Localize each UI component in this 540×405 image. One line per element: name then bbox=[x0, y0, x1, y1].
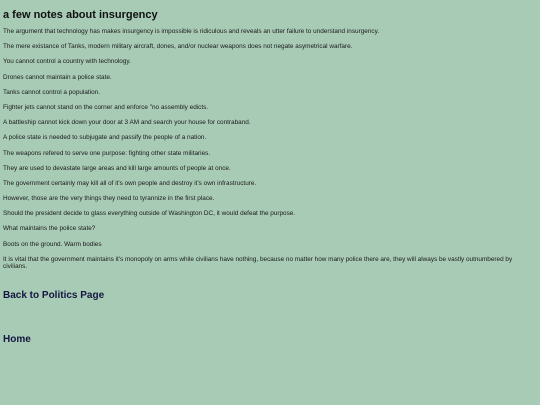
paragraph-7: A battleship cannot kick down your door at 3 AM and search your house for contraband. bbox=[3, 119, 251, 127]
paragraph-3: You cannot control a country with technology. bbox=[3, 58, 131, 66]
back-to-politics-link[interactable]: Back to Politics Page bbox=[3, 289, 105, 301]
paragraph-4: Drones cannot maintain a police state. bbox=[3, 73, 112, 81]
notes-body bbox=[3, 28, 537, 271]
paragraph-16: It is vital that the government maintains it's monopoly on arms while civilians have nothing, because no matter how many police there are, they will always be vastly outnumbered by civilians. bbox=[3, 255, 513, 271]
home-link[interactable]: Home bbox=[3, 333, 31, 345]
paragraph-9: The weapons refered to serve one purpose: fighting other state militaries. bbox=[3, 149, 211, 157]
paragraph-14: What maintains the police state? bbox=[3, 225, 96, 233]
paragraph-6: Fighter jets cannot stand on the corner and enforce "no assembly edicts. bbox=[3, 103, 209, 111]
paragraph-10: They are used to devastate large areas and kill large amounts of people at once. bbox=[3, 164, 231, 172]
paragraph-2: The mere existance of Tanks, modern military aircraft, dones, and/or nuclear weapons does not negate asymetrical warfare. bbox=[3, 43, 353, 51]
paragraph-1: The argument that technology has makes insurgency is impossible is ridiculous and reveals an utter failure to understand insurgency. bbox=[3, 28, 380, 35]
paragraph-12: However, those are the very things they need to tyrannize in the first place. bbox=[3, 195, 215, 203]
page-title: a few notes about insurgency bbox=[3, 9, 158, 21]
paragraph-13: Should the president decide to glass everything outside of Washington DC, it would defeat the purpose. bbox=[3, 210, 296, 218]
paragraph-11: The government certainly may kill all of it's own people and destroy it's own infrastructure. bbox=[3, 179, 257, 187]
paragraph-5: Tanks cannot control a population. bbox=[3, 88, 100, 96]
paragraph-8: A police state is needed to subjugate and passify the people of a nation. bbox=[3, 134, 207, 142]
paragraph-15: Boots on the ground. Warm bodies bbox=[3, 240, 102, 248]
